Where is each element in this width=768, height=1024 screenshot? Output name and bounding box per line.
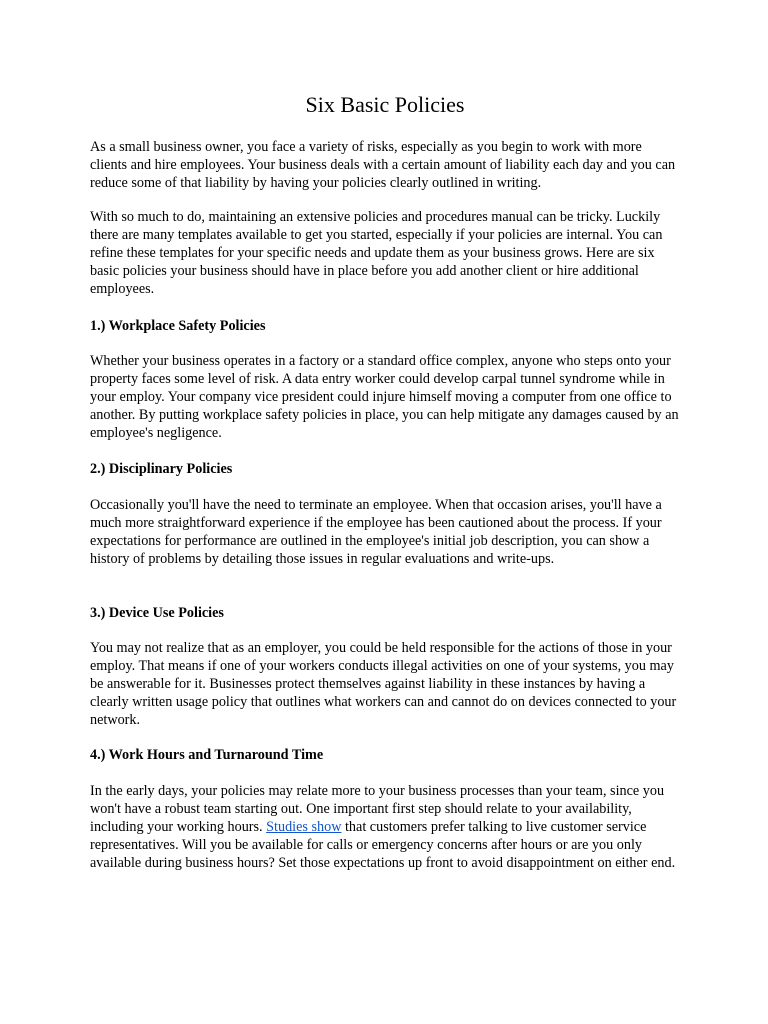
section-heading-disciplinary: 2.) Disciplinary Policies — [90, 461, 233, 477]
intro-paragraph-1: As a small business owner, you face a variety of risks, especially as you begin to work with more clients and hire employees. Your business deals with a certain amount of liability each day and you can reduce some of that liability by having your policies clearly outlined in writing. — [90, 139, 676, 191]
section-body-disciplinary: Occasionally you'll have the need to terminate an employee. When that occasion arises, you'll have a much more straightforward experience if the employee has been cautioned about the process. If your expectations for performance are outlined in the employee's initial job description, you can show a history of problems by detailing those issues in regular evaluations and write-ups. — [90, 497, 662, 567]
section-heading-device-use: 3.) Device Use Policies — [90, 605, 224, 621]
intro-paragraph-2: With so much to do, maintaining an extensive policies and procedures manual can be tricky. Luckily there are many templates available to get you started, especially if your policies are internal. You can refine these templates for your specific needs and update them as your business grows. Here are six basic policies your business should have in place before you add another client or hire additional employees. — [90, 209, 663, 297]
section-body-workplace-safety: Whether your business operates in a factory or a standard office complex, anyone who steps onto your property faces some level of risk. A data entry worker could develop carpal tunnel syndrome while in your employ. Your company vice president could injure himself moving a computer from one office to another. By putting workplace safety policies in place, you can help mitigate any damages caused by an employee's negligence. — [90, 353, 679, 441]
section-body-device-use: You may not realize that as an employer, you could be held responsible for the actions of those in your employ. That means if one of your workers conducts illegal activities on one of your systems, you may be answerable for it. Businesses protect themselves against liability in these instances by having a clearly written usage policy that outlines what workers can and cannot do on devices connected to your network. — [90, 640, 677, 728]
work-hours-text-after-link: that customers prefer talking to live customer service representatives. Will you be available for calls or emergency concerns after hours or are you only available during business hours? Set those expectations up front to avoid disappointment on either end. — [90, 819, 676, 871]
section-heading-workplace-safety: 1.) Workplace Safety Policies — [90, 318, 266, 334]
studies-show-link[interactable]: Studies show — [266, 819, 342, 835]
work-hours-text-before-link: In the early days, your policies may relate more to your business processes than your team, since you won't have a robust team starting out. One important first step should relate to your availability, including your working hours. — [90, 783, 665, 835]
section-body-work-hours — [90, 782, 680, 872]
section-heading-work-hours: 4.) Work Hours and Turnaround Time — [90, 747, 324, 763]
page-title: Six Basic Policies — [305, 92, 465, 117]
